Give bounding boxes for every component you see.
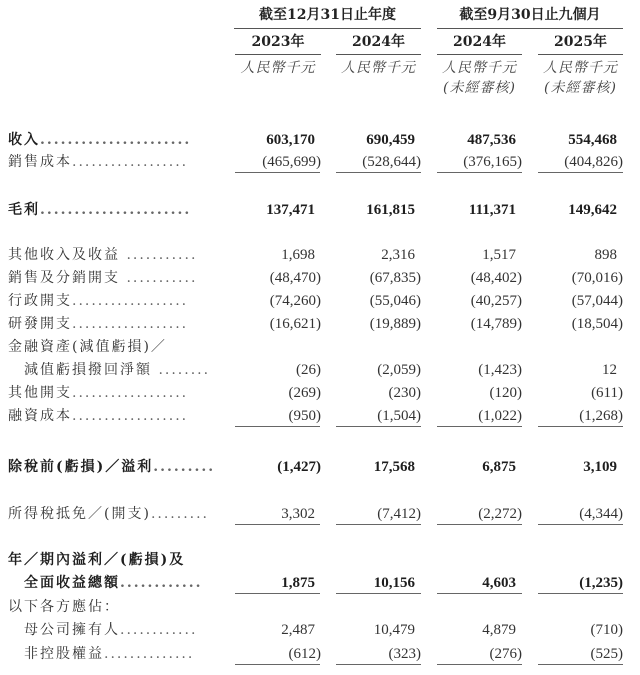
- cell-value: (57,044): [571, 293, 623, 309]
- column-unit: [336, 58, 421, 78]
- cell-value: (276): [489, 646, 522, 662]
- row-label-text: 其他收入及收益: [8, 247, 120, 263]
- row-label-text: 以下各方應佔：: [8, 599, 120, 615]
- table-row: [0, 504, 640, 524]
- table-row: [0, 130, 640, 150]
- cell-value: (2,059): [377, 362, 421, 378]
- subtotal-underline: [437, 426, 522, 427]
- leader-dots: ..................: [72, 385, 189, 401]
- subtotal-underline: [336, 524, 421, 525]
- cell-value: (74,260): [269, 293, 321, 309]
- unaudited-note: (未經審核): [443, 80, 516, 96]
- subtotal-underline: [538, 426, 623, 427]
- cell-value: (120): [489, 385, 522, 401]
- row-label: [24, 360, 226, 380]
- row-label-text: 其他開支: [8, 385, 72, 401]
- row-label: [24, 644, 226, 664]
- table-row: [0, 406, 640, 426]
- table-row: [0, 383, 640, 403]
- leader-dots: ..............: [104, 646, 195, 662]
- table-row: [0, 457, 640, 477]
- cell-value: 487,536: [467, 132, 516, 148]
- row-label: [8, 152, 226, 172]
- row-label-text: 研發開支: [8, 316, 72, 332]
- subtotal-underline: [538, 593, 623, 594]
- leader-dots: ...........: [120, 247, 198, 263]
- row-label: [24, 573, 226, 593]
- leader-dots: .........: [150, 506, 209, 522]
- cell-value: 10,156: [373, 575, 415, 591]
- row-label: [8, 200, 226, 220]
- table-row: [0, 360, 640, 380]
- row-label: [24, 620, 226, 640]
- cell-value: (1,427): [277, 459, 321, 475]
- cell-value: (19,889): [369, 316, 421, 332]
- unit-label: 人民幣千元: [341, 60, 416, 76]
- row-label: [8, 504, 226, 524]
- subtotal-underline: [235, 593, 320, 594]
- row-label-text: 收入: [8, 132, 40, 148]
- cell-value: (4,344): [579, 506, 623, 522]
- subtotal-underline: [437, 172, 522, 173]
- cell-value: 161,815: [366, 202, 415, 218]
- period-header-year-ended: 截至12月31日止年度: [234, 6, 421, 29]
- column-year-2025-9m: 2025年: [538, 34, 623, 55]
- table-row: [0, 573, 640, 593]
- cell-value: (26): [296, 362, 321, 378]
- leader-dots: .........: [153, 459, 216, 475]
- row-label: [8, 291, 226, 311]
- unaudited-note: (未經審核): [544, 80, 617, 96]
- cell-value: (1,504): [377, 408, 421, 424]
- subtotal-underline: [336, 426, 421, 427]
- subtotal-underline: [336, 172, 421, 173]
- cell-value: (950): [288, 408, 321, 424]
- cell-value: 6,875: [482, 459, 516, 475]
- cell-value: (40,257): [470, 293, 522, 309]
- table-row: [0, 268, 640, 288]
- cell-value: (14,789): [470, 316, 522, 332]
- row-label-text: 年／期內溢利／(虧損)及: [8, 552, 186, 568]
- column-unit: [437, 58, 522, 98]
- cell-value: 2,487: [281, 622, 315, 638]
- cell-value: 2,316: [381, 247, 415, 263]
- column-year-2024-9m: 2024年: [437, 34, 522, 55]
- cell-value: 12: [602, 362, 617, 378]
- cell-value: (16,621): [269, 316, 321, 332]
- subtotal-underline: [235, 524, 320, 525]
- row-label-text: 銷售及分銷開支: [8, 270, 120, 286]
- cell-value: (404,826): [564, 154, 623, 170]
- cell-value: (55,046): [369, 293, 421, 309]
- row-label-text: 母公司擁有人: [24, 622, 120, 638]
- row-label: [8, 245, 226, 265]
- leader-dots: ..................: [72, 408, 189, 424]
- table-row: [0, 550, 640, 570]
- row-label: [8, 597, 226, 617]
- cell-value: (323): [388, 646, 421, 662]
- cell-value: 1,517: [482, 247, 516, 263]
- table-row: [0, 314, 640, 334]
- row-label: [8, 383, 226, 403]
- cell-value: (1,022): [478, 408, 522, 424]
- cell-value: (67,835): [369, 270, 421, 286]
- unit-label: 人民幣千元: [543, 60, 618, 76]
- row-label-text: 毛利: [8, 202, 40, 218]
- column-unit: [235, 58, 321, 78]
- cell-value: (230): [388, 385, 421, 401]
- period-header-nine-months: 截至9月30日止九個月: [437, 6, 623, 29]
- leader-dots: ......................: [40, 132, 192, 148]
- cell-value: (18,504): [571, 316, 623, 332]
- table-row: [0, 200, 640, 220]
- cell-value: 111,371: [468, 202, 516, 218]
- cell-value: (710): [590, 622, 623, 638]
- cell-value: (1,235): [579, 575, 623, 591]
- row-label-text: 銷售成本: [8, 154, 72, 170]
- row-label-text: 行政開支: [8, 293, 72, 309]
- subtotal-underline: [235, 664, 320, 665]
- cell-value: 149,642: [568, 202, 617, 218]
- table-row: [0, 337, 640, 357]
- cell-value: (525): [590, 646, 623, 662]
- cell-value: 10,479: [373, 622, 415, 638]
- cell-value: 4,603: [482, 575, 516, 591]
- table-row: [0, 245, 640, 265]
- cell-value: (269): [288, 385, 321, 401]
- cell-value: (376,165): [463, 154, 522, 170]
- table-row: [0, 620, 640, 640]
- cell-value: (465,699): [262, 154, 321, 170]
- leader-dots: ..................: [72, 293, 189, 309]
- subtotal-underline: [538, 664, 623, 665]
- cell-value: 4,879: [482, 622, 516, 638]
- cell-value: 137,471: [266, 202, 315, 218]
- cell-value: 1,875: [281, 575, 315, 591]
- cell-value: (528,644): [362, 154, 421, 170]
- cell-value: 603,170: [266, 132, 315, 148]
- subtotal-underline: [538, 524, 623, 525]
- subtotal-underline: [336, 593, 421, 594]
- subtotal-underline: [437, 664, 522, 665]
- column-year-2023: 2023年: [235, 34, 321, 55]
- cell-value: (70,016): [571, 270, 623, 286]
- subtotal-underline: [437, 593, 522, 594]
- table-row: [0, 597, 640, 617]
- leader-dots: ..................: [72, 316, 189, 332]
- row-label: [8, 550, 226, 570]
- table-row: [0, 644, 640, 664]
- leader-dots: ......................: [40, 202, 192, 218]
- subtotal-underline: [538, 172, 623, 173]
- subtotal-underline: [437, 524, 522, 525]
- subtotal-underline: [235, 426, 320, 427]
- cell-value: (1,423): [478, 362, 522, 378]
- row-label-text: 金融資產(減值虧損)／: [8, 339, 167, 355]
- cell-value: (611): [591, 385, 623, 401]
- cell-value: 17,568: [373, 459, 415, 475]
- leader-dots: ............: [120, 622, 198, 638]
- row-label-text: 減值虧損撥回淨額: [24, 362, 152, 378]
- row-label: [8, 457, 226, 477]
- table-row: [0, 291, 640, 311]
- cell-value: (612): [288, 646, 321, 662]
- cell-value: (2,272): [478, 506, 522, 522]
- cell-value: 690,459: [366, 132, 415, 148]
- row-label: [8, 268, 226, 288]
- unit-label: 人民幣千元: [442, 60, 517, 76]
- row-label: [8, 130, 226, 150]
- leader-dots: ............: [120, 575, 203, 591]
- row-label-text: 非控股權益: [24, 646, 104, 662]
- cell-value: (1,268): [579, 408, 623, 424]
- leader-dots: ..................: [72, 154, 189, 170]
- cell-value: 898: [594, 247, 617, 263]
- row-label: [8, 314, 226, 334]
- cell-value: (48,470): [269, 270, 321, 286]
- leader-dots: ...........: [120, 270, 198, 286]
- cell-value: (48,402): [470, 270, 522, 286]
- cell-value: 554,468: [568, 132, 617, 148]
- row-label: [8, 337, 226, 357]
- row-label-text: 全面收益總額: [24, 575, 120, 591]
- cell-value: 3,302: [281, 506, 315, 522]
- subtotal-underline: [235, 172, 320, 173]
- table-row: [0, 152, 640, 172]
- row-label-text: 除稅前(虧損)／溢利: [8, 459, 154, 475]
- leader-dots: ........: [152, 362, 211, 378]
- subtotal-underline: [336, 664, 421, 665]
- row-label: [8, 406, 226, 426]
- row-label-text: 所得稅抵免／(開支): [8, 506, 151, 522]
- cell-value: (7,412): [377, 506, 421, 522]
- row-label-text: 融資成本: [8, 408, 72, 424]
- unit-label: 人民幣千元: [240, 60, 316, 76]
- cell-value: 1,698: [281, 247, 315, 263]
- column-year-2024: 2024年: [336, 34, 421, 55]
- cell-value: 3,109: [583, 459, 617, 475]
- column-unit: [538, 58, 623, 98]
